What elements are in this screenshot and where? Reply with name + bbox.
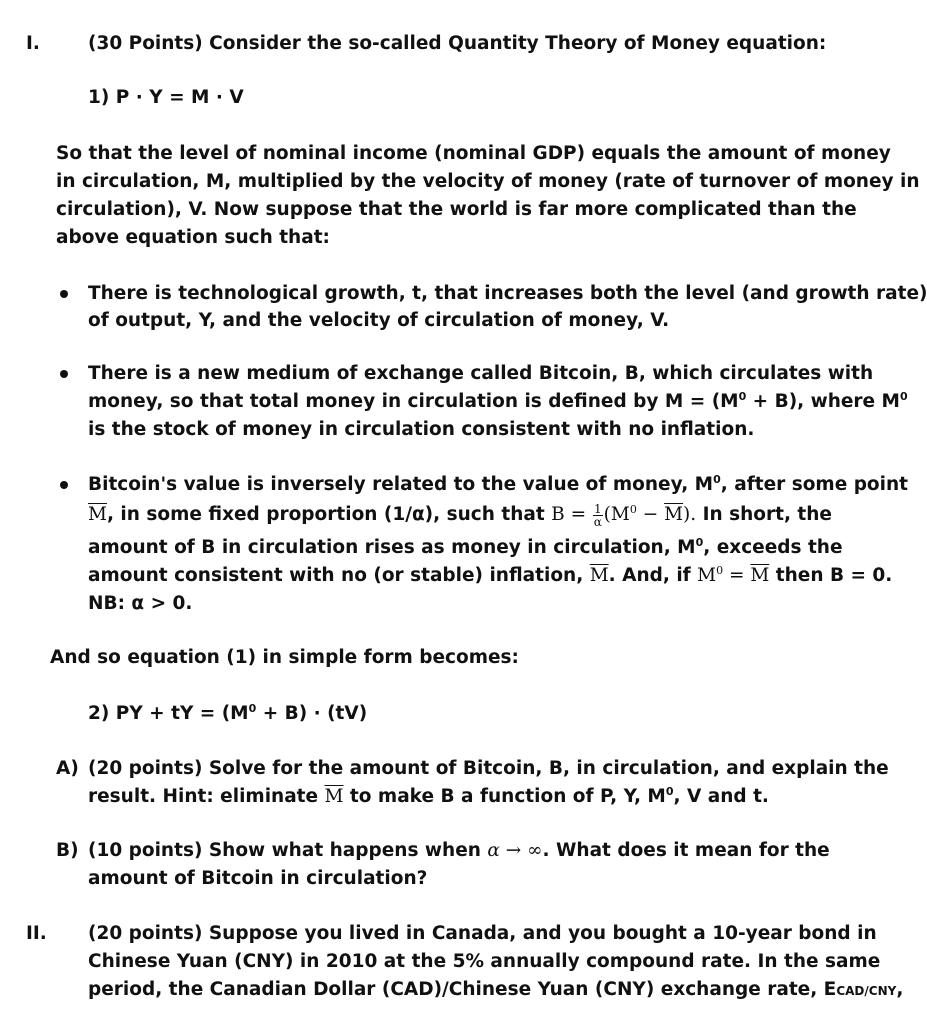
question-a-label: A) bbox=[56, 758, 79, 779]
paragraph-line: So that the level of nominal income (nominal GDP) equals the amount of money bbox=[56, 143, 891, 164]
section-2-line: (20 points) Suppose you lived in Canada, and you bought a 10-year bond in bbox=[88, 923, 877, 944]
section-2-line: Chinese Yuan (CNY) in 2010 at the 5% annually compound rate. In the same bbox=[88, 951, 881, 972]
bullet-1-line: There is technological growth, t, that increases both the level (and growth rate) bbox=[88, 283, 927, 304]
and-so-text: And so equation (1) in simple form becomes: bbox=[50, 647, 519, 668]
equation-1: 1) P · Y = M · V bbox=[88, 87, 244, 108]
equation-2: 2) PY + tY = $(M^0 + B) \cdot (tV)$ bbox=[88, 702, 368, 724]
bullet-3-line: amount of B in circulation rises as money in circulation, $M^0$, exceeds the bbox=[88, 536, 843, 558]
question-b-label: B) bbox=[56, 840, 79, 861]
bullet-1-line: of output, Y, and the velocity of circulation of money, V. bbox=[88, 310, 670, 331]
bullet-icon bbox=[60, 481, 68, 489]
bullet-3-line: Bitcoin's value is inversely related to the value of money, $M^0$, after some point bbox=[88, 473, 908, 495]
paragraph-line: in circulation, M, multiplied by the velocity of money (rate of turnover of money in bbox=[56, 171, 920, 192]
bullet-2-line: is the stock of money in circulation consistent with no inflation. bbox=[88, 419, 755, 440]
bullet-3-line: amount consistent with no (or stable) inflation, $\overline{M}$. And, if $M^0 = \overline{M}$ then B = 0. bbox=[88, 564, 893, 586]
bullet-icon bbox=[60, 370, 68, 378]
bullet-3-line: $\overline{M}$, in some fixed proportion (1/α), such that B = $\frac{1}{\alpha}$ $(M^0 - \overline{M})$. In short, the bbox=[88, 501, 832, 529]
bullet-3-line: NB: α > 0. bbox=[88, 593, 193, 614]
section-2-line: period, the Canadian Dollar (CAD)/Chinese Yuan (CNY) exchange rate, ECAD/CNY, bbox=[88, 979, 904, 1000]
question-b-line: (10 points) Show what happens when α → ∞. What does it mean for the bbox=[88, 840, 830, 861]
question-a-line: (20 points) Solve for the amount of Bitcoin, B, in circulation, and explain the bbox=[88, 758, 889, 779]
paragraph-line: above equation such that: bbox=[56, 227, 330, 248]
bitcoin-formula: B = $\frac{1}{\alpha}$ $(M^0 - \overline{M})$. bbox=[551, 501, 697, 529]
section-1-heading: (30 Points) Consider the so-called Quantity Theory of Money equation: bbox=[88, 33, 827, 54]
question-b-line: amount of Bitcoin in circulation? bbox=[88, 868, 428, 889]
paragraph-line: circulation), V. Now suppose that the world is far more complicated than the bbox=[56, 199, 857, 220]
question-a-line: result. Hint: eliminate $\overline{M}$ to make B a function of P, Y, $M^0$, V and t. bbox=[88, 785, 769, 807]
section-2-numeral: II. bbox=[26, 923, 47, 944]
bullet-2-line: money, so that total money in circulation is defined by $M = (M^0 + B)$, where $M^0$ bbox=[88, 390, 908, 412]
bullet-icon bbox=[60, 290, 68, 298]
section-1-numeral: I. bbox=[26, 33, 40, 54]
bullet-2-line: There is a new medium of exchange called Bitcoin, B, which circulates with bbox=[88, 363, 874, 384]
